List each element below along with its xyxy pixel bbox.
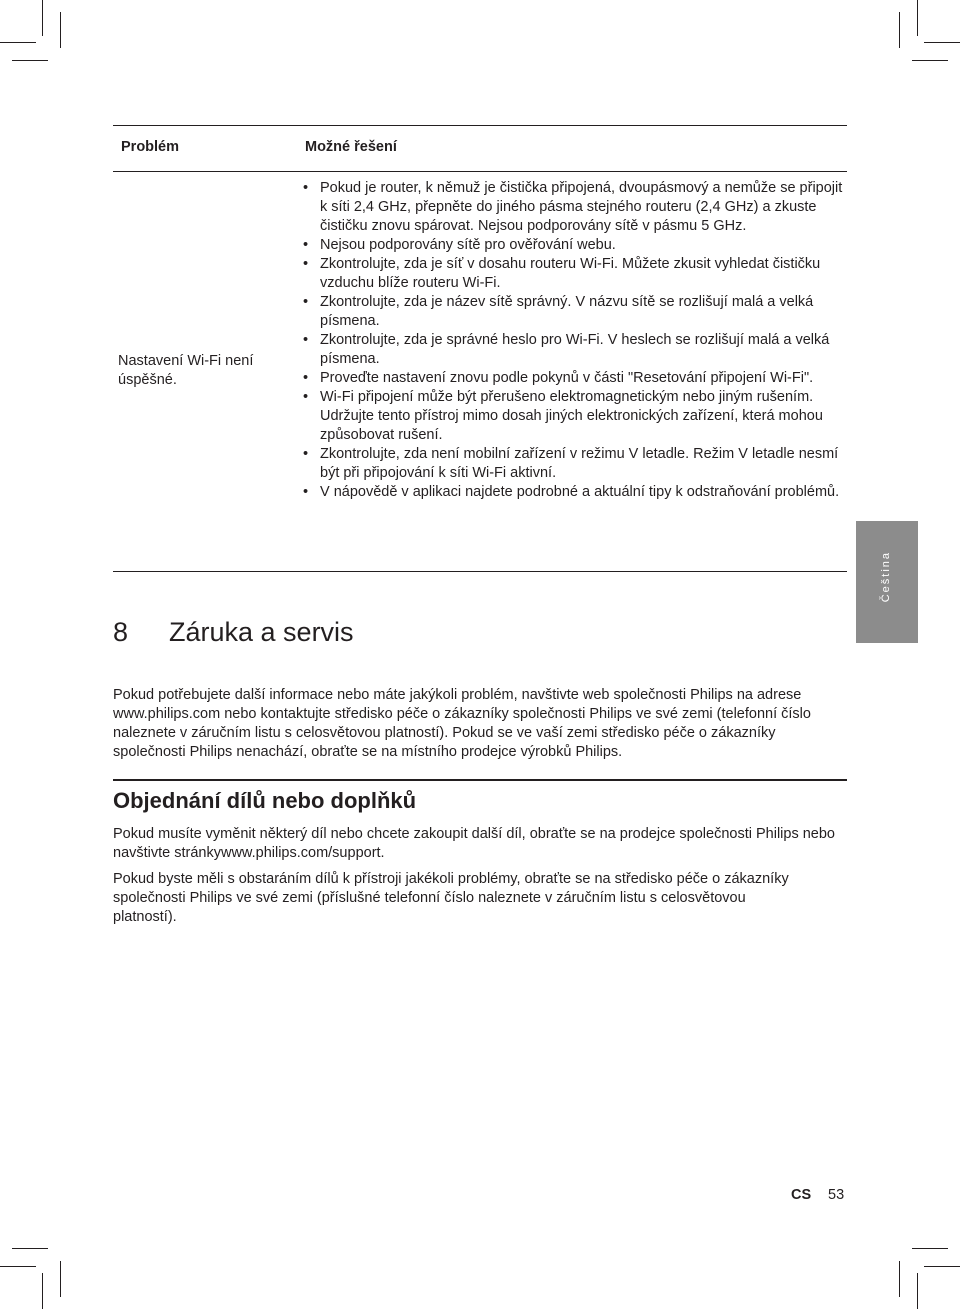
solution-item: • Pokud je router, k němuž je čistička připojená, dvoupásmový a nemůže se připojit k síti 2,4 GHz, přepněte do jiného pásma stejného routeru (2,4 GHz) a zkuste čističku znovu spárovat. Nejsou podporovány sítě v pásmu 5 GHz. bbox=[303, 179, 843, 236]
crop-mark bbox=[60, 1261, 61, 1297]
solution-item: • Zkontrolujte, zda je správné heslo pro Wi-Fi. V heslech se rozlišují malá a velká písmena. bbox=[303, 331, 843, 369]
solution-item: • Wi-Fi připojení může být přerušeno elektromagnetickým nebo jiným rušením. Udržujte tento přístroj mimo dosah jiných elektronických zařízení, která mohou způsobovat rušení. bbox=[303, 388, 843, 445]
chapter-number: 8 bbox=[113, 617, 129, 647]
problem-cell: Nastavení Wi-Fi není úspěšné. bbox=[118, 353, 254, 388]
chapter-heading bbox=[113, 612, 354, 652]
crop-mark bbox=[42, 0, 43, 36]
solution-item: • V nápovědě v aplikaci najdete podrobné a aktuální tipy k odstraňování problémů. bbox=[303, 483, 843, 502]
crop-mark bbox=[42, 1273, 43, 1309]
section-title: Objednání dílů nebo doplňků bbox=[113, 788, 417, 813]
solution-item: • Zkontrolujte, zda je síť v dosahu routeru Wi-Fi. Můžete zkusit vyhledat čističku vzduchu blíže routeru Wi-Fi. bbox=[303, 255, 843, 293]
language-tab-label: Čeština bbox=[880, 551, 892, 603]
chapter-title: Záruka a servis bbox=[169, 617, 354, 647]
crop-mark bbox=[0, 42, 36, 43]
section-rule bbox=[113, 779, 847, 781]
solution-item: • Nejsou podporovány sítě pro ověřování webu. bbox=[303, 236, 843, 255]
section-paragraph: Pokud musíte vyměnit některý díl nebo chcete zakoupit další díl, obraťte se na prodejce společnosti Philips nebo navštivte stránkywww.philips.com/support. bbox=[113, 826, 835, 861]
solution-item: • Zkontrolujte, zda je název sítě správný. V názvu sítě se rozlišují malá a velká písmena. bbox=[303, 293, 843, 331]
troubleshooting-table bbox=[113, 125, 847, 572]
crop-mark bbox=[12, 60, 48, 61]
table-row bbox=[113, 172, 847, 572]
chapter-intro: Pokud potřebujete další informace nebo máte jakýkoli problém, navštivte web společnosti Philips na adrese www.philips.com nebo kontaktujte středisko péče o zákazníky společnosti Philips ve své zemi (telefonní číslo naleznete v záručním listu s celosvětovou platností). Pokud se ve vaší zemi středisko péče o zákazníky společnosti Philips nenachází, obraťte se na místního prodejce výrobků Philips. bbox=[113, 687, 811, 760]
language-tab bbox=[856, 521, 918, 643]
crop-mark bbox=[0, 1266, 36, 1267]
crop-mark bbox=[12, 1248, 48, 1249]
solution-list bbox=[303, 179, 843, 502]
header-solution: Možné řešení bbox=[305, 139, 397, 155]
solution-item: • Proveďte nastavení znovu podle pokynů v části "Resetování připojení Wi-Fi". bbox=[303, 369, 843, 388]
crop-mark bbox=[924, 42, 960, 43]
solution-item: • Zkontrolujte, zda není mobilní zařízení v režimu V letadle. Režim V letadle nesmí být při připojování k síti Wi-Fi aktivní. bbox=[303, 445, 843, 483]
crop-mark bbox=[899, 1261, 900, 1297]
crop-mark bbox=[899, 12, 900, 48]
header-problem: Problém bbox=[121, 139, 180, 155]
crop-mark bbox=[924, 1266, 960, 1267]
crop-mark bbox=[912, 60, 948, 61]
crop-mark bbox=[917, 0, 918, 36]
table-header bbox=[113, 126, 847, 172]
crop-mark bbox=[60, 12, 61, 48]
crop-mark bbox=[917, 1273, 918, 1309]
page-number: 53 bbox=[828, 1187, 845, 1203]
footer-lang-code: CS bbox=[791, 1187, 812, 1203]
section-paragraph: Pokud byste měli s obstaráním dílů k přístroji jakékoli problémy, obraťte se na středisko péče o zákazníky společnosti Philips ve své zemi (příslušné telefonní číslo naleznete v záručním listu s celosvětovou platností). bbox=[113, 871, 789, 925]
crop-mark bbox=[912, 1248, 948, 1249]
